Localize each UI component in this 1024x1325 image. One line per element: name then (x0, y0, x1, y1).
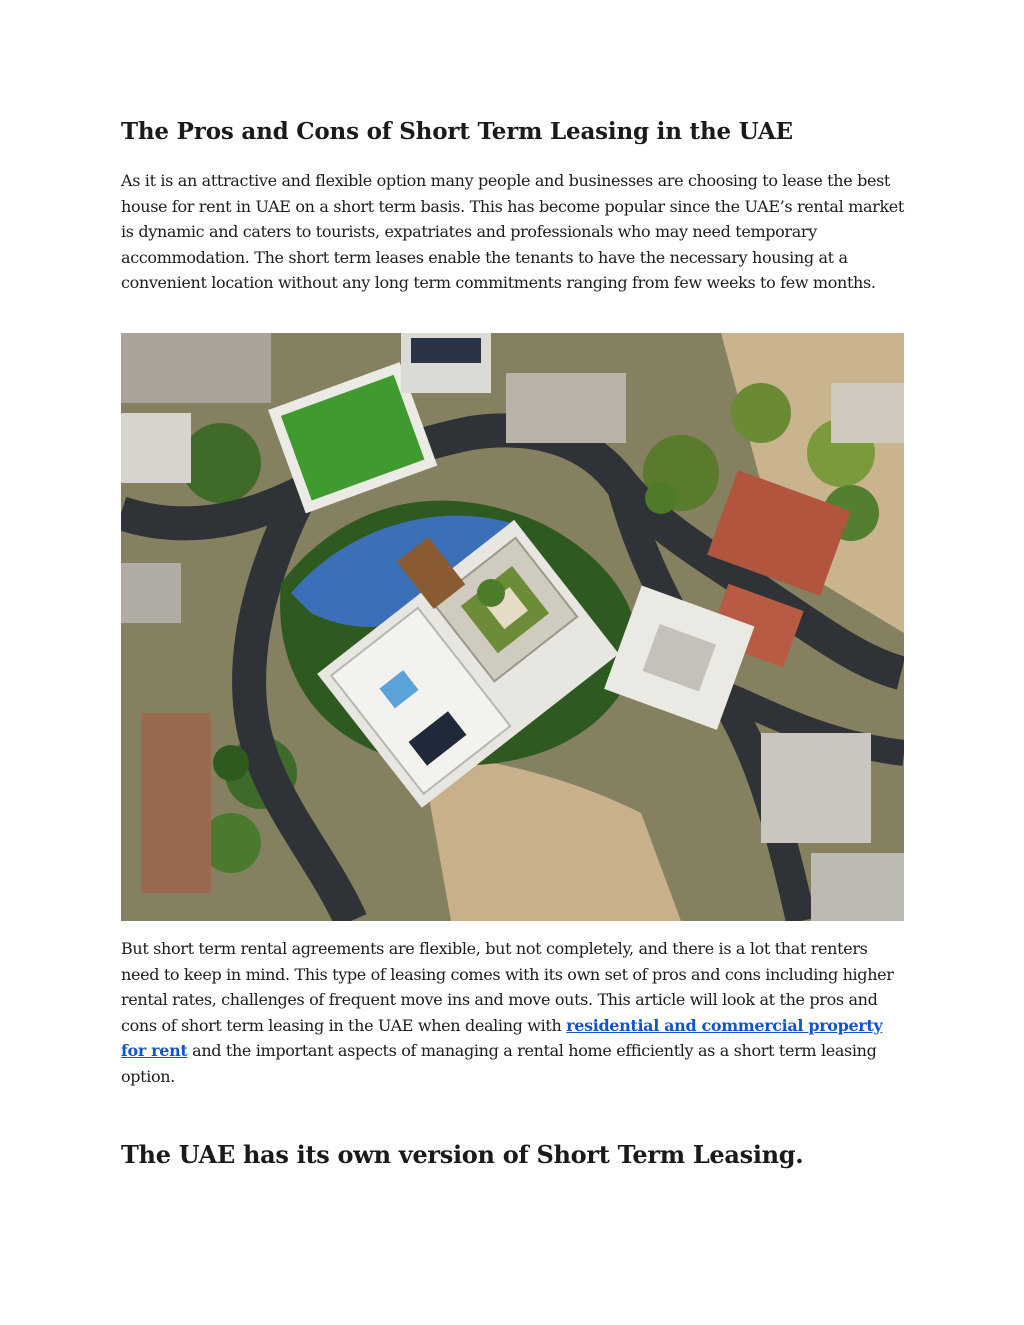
body-text-before-link: But short term rental agreements are flexible, but not completely, and there is a lot that renters need to keep in mind. This type of leasing comes with its own set of pros and cons including higher rental rates, challenges of frequent move ins and move outs. This article will look at the pros and cons of short term leasing in the UAE when dealing with (121, 939, 894, 1035)
body-paragraph (121, 936, 904, 1089)
aerial-villa-photo (121, 333, 904, 921)
section-heading: The UAE has its own version of Short Term Leasing. (121, 1140, 804, 1169)
article-title: The Pros and Cons of Short Term Leasing in the UAE (121, 118, 793, 145)
body-text-after-link: and the important aspects of managing a rental home efficiently as a short term leasing option. (121, 1041, 877, 1086)
property-for-rent-link[interactable]: residential and commercial property for rent (121, 1015, 883, 1060)
intro-paragraph: As it is an attractive and flexible option many people and businesses are choosing to lease the best house for rent in UAE on a short term basis. This has become popular since the UAE’s rental market is dynamic and caters to tourists, expatriates and professionals who may need temporary accommodation. The short term leases enable the tenants to have the necessary housing at a convenient location without any long term commitments ranging from few weeks to few months. (121, 171, 904, 292)
